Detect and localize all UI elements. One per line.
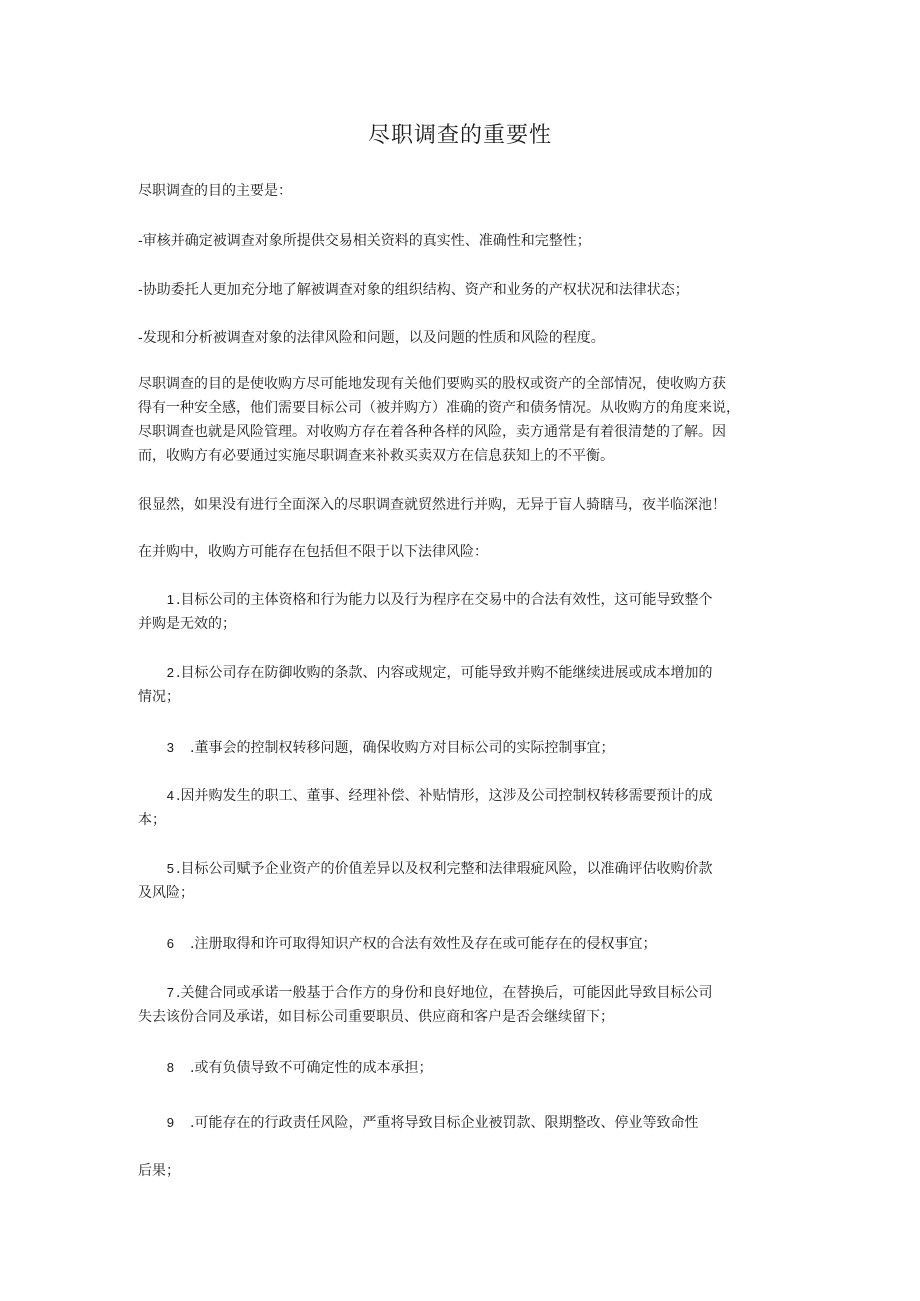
- bullet-item: -审核并确定被调查对象所提供交易相关资料的真实性、准确性和完整性；: [138, 233, 591, 249]
- list-text: .因并购发生的职工、董事、经理补偿、补贴情形，这涉及公司控制权转移需要预计的成: [176, 788, 713, 804]
- list-item-continuation: 失去该份合同及承诺，如目标公司重要职员、供应商和客户是否会继续留下；: [138, 1009, 614, 1025]
- list-item: [138, 588, 788, 612]
- list-item: [138, 784, 788, 808]
- paragraph-line: 尽职调查的目的是使收购方尽可能地发现有关他们要购买的股权或资产的全部情况，使收购方获: [138, 376, 726, 392]
- paragraph-text: 在并购中，收购方可能存在包括但不限于以下法律风险：: [138, 544, 488, 560]
- list-number: 4: [166, 788, 174, 803]
- list-text: .注册取得和许可取得知识产权的合法有效性及存在或可能存在的侵权事宜；: [190, 936, 657, 952]
- list-text: .目标公司的主体资格和行为能力以及行为程序在交易中的合法有效性，这可能导致整个: [176, 592, 713, 608]
- list-item-continuation: 情况；: [138, 689, 180, 705]
- list-item-continuation: 并购是无效的；: [138, 616, 236, 632]
- paragraph-line: 尽职调查也就是风险管理。对收购方存在着各种各样的风险，卖方通常是有着很清楚的了解。因: [138, 424, 726, 440]
- list-item-continuation: 后果；: [138, 1163, 180, 1179]
- list-number: 8: [166, 1060, 174, 1075]
- list-text: .目标公司存在防御收购的条款、内容或规定，可能导致并购不能继续进展或成本增加的: [176, 665, 713, 681]
- list-number: 5: [166, 861, 174, 876]
- list-item: [138, 1056, 788, 1080]
- list-number: 1: [166, 592, 174, 607]
- list-item-continuation: 及风险；: [138, 885, 194, 901]
- paragraph-line: 而，收购方有必要通过实施尽职调查来补救买卖双方在信息获知上的不平衡。: [138, 448, 614, 464]
- list-item: [138, 857, 788, 881]
- list-item: [138, 932, 788, 956]
- list-number: 6: [166, 936, 174, 951]
- intro-text: 尽职调查的目的主要是：: [138, 183, 292, 199]
- paragraph-line: 得有一种安全感，他们需要目标公司（被并购方）准确的资产和债务情况。从收购方的角度来说，: [138, 400, 740, 416]
- list-number: 7: [166, 985, 174, 1000]
- list-text: .可能存在的行政责任风险，严重将导致目标企业被罚款、限期整改、停业等致命性: [190, 1115, 699, 1131]
- list-text: .或有负债导致不可确定性的成本承担；: [190, 1060, 433, 1076]
- page-title: 尽职调查的重要性: [367, 123, 552, 148]
- paragraph-text: 很显然，如果没有进行全面深入的尽职调查就贸然进行并购，无异于盲人骑瞎马，夜半临深池！: [138, 497, 726, 513]
- bullet-item: -发现和分析被调查对象的法律风险和问题，以及问题的性质和风险的程度。: [138, 330, 605, 346]
- list-item-continuation: 本；: [138, 812, 166, 828]
- list-text: .董事会的控制权转移问题，确保收购方对目标公司的实际控制事宜；: [190, 740, 615, 756]
- list-text: .目标公司赋予企业资产的价值差异以及权利完整和法律瑕疵风险，以准确评估收购价款: [176, 861, 713, 877]
- list-item: [138, 981, 788, 1005]
- list-item: [138, 661, 788, 685]
- list-number: 2: [166, 665, 174, 680]
- list-number: 3: [166, 740, 174, 755]
- list-item: [138, 736, 788, 760]
- list-text: .关健合同或承诺一般基于合作方的身份和良好地位，在替换后，可能因此导致目标公司: [176, 985, 713, 1001]
- list-number: 9: [166, 1115, 174, 1130]
- list-item: [138, 1111, 788, 1135]
- bullet-item: -协助委托人更加充分地了解被调查对象的组织结构、资产和业务的产权状况和法律状态；: [138, 282, 689, 298]
